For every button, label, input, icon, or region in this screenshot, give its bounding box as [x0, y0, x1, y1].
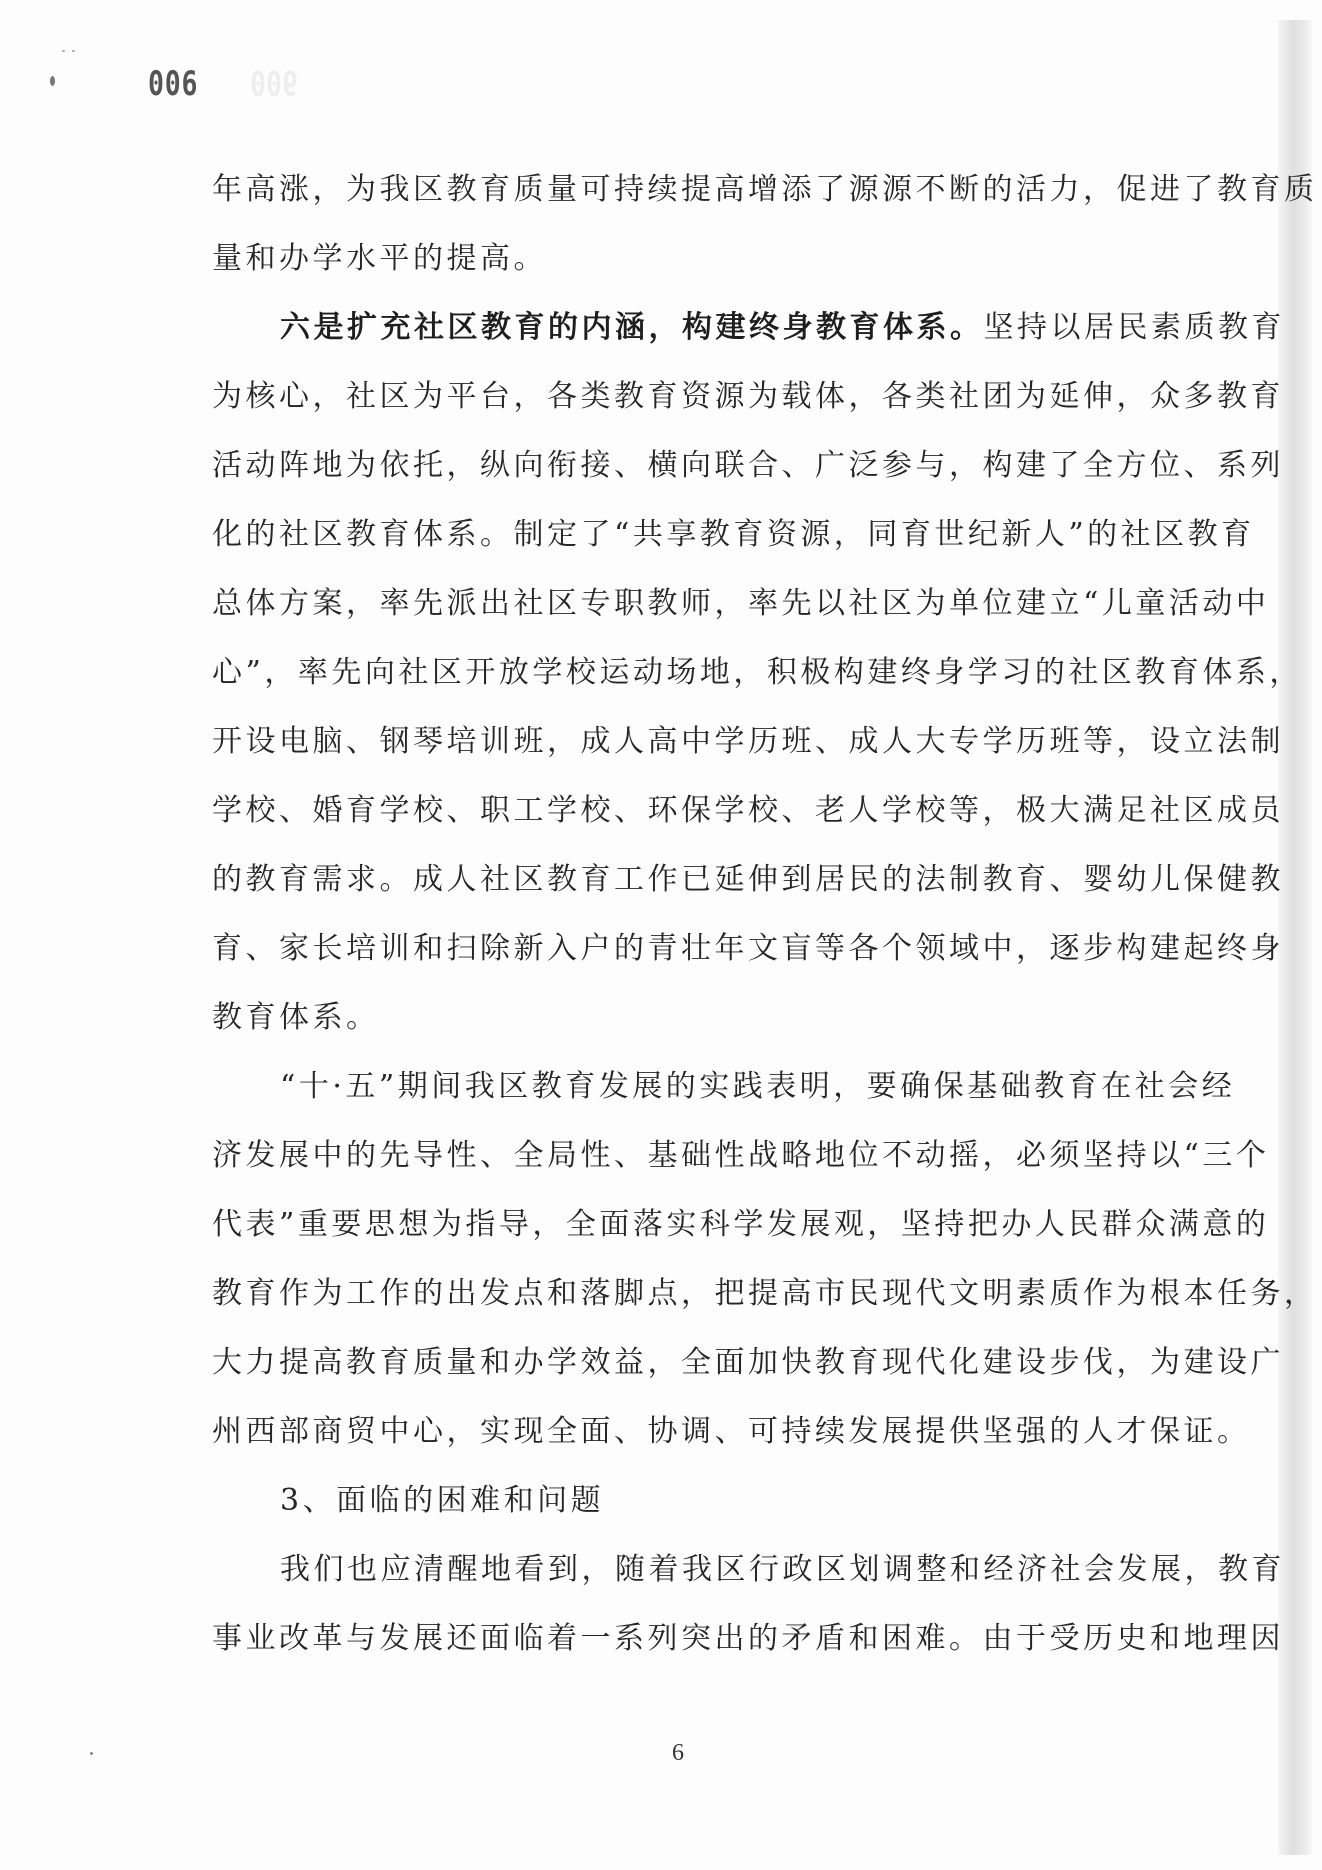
text-line: 化的社区教育体系。制定了“共享教育资源，同育世纪新人”的社区教育	[212, 517, 1255, 552]
text-line: 总体方案，率先派出社区专职教师，率先以社区为单位建立“儿童活动中	[212, 586, 1270, 621]
text-line: 活动阵地为依托，纵向衔接、横向联合、广泛参与，构建了全方位、系列	[212, 448, 1284, 483]
text-line: 教育体系。	[212, 1000, 380, 1035]
text-line: 事业改革与发展还面临着一系列突出的矛盾和困难。由于受历史和地理因	[212, 1621, 1284, 1656]
text-line: 年高涨，为我区教育质量可持续提高增添了源源不断的活力，促进了教育质	[212, 172, 1318, 207]
section-heading: 3、面临的困难和问题	[280, 1483, 605, 1518]
text-line: 的教育需求。成人社区教育工作已延伸到居民的法制教育、婴幼儿保健教	[212, 862, 1284, 897]
scan-speck	[50, 76, 55, 86]
text-line: 育、家长培训和扫除新入户的青壮年文盲等各个领域中，逐步构建起终身	[212, 931, 1284, 966]
text-line: “十·五”期间我区教育发展的实践表明，要确保基础教育在社会经	[280, 1069, 1236, 1104]
scan-speck	[72, 50, 75, 52]
text-line: 济发展中的先导性、全局性、基础性战略地位不动摇，必须坚持以“三个	[212, 1138, 1270, 1173]
paragraph-bold-lead: 六是扩充社区教育的内涵，构建终身教育体系。	[280, 310, 984, 345]
text-line: 心”，率先向社区开放学校运动场地，积极构建终身学习的社区教育体系，	[212, 655, 1303, 690]
scan-speck	[62, 50, 65, 52]
text-run: 坚持以居民素质教育	[983, 310, 1285, 345]
text-line-lead	[280, 310, 1285, 346]
text-line: 开设电脑、钢琴培训班，成人高中学历班、成人大专学历班等，设立法制	[212, 724, 1284, 759]
page-stamp-number: 006	[148, 64, 199, 104]
page-stamp-bleed: 006	[250, 62, 298, 102]
text-line: 量和办学水平的提高。	[212, 241, 547, 276]
text-line: 教育作为工作的出发点和落脚点，把提高市民现代文明素质作为根本任务，	[212, 1276, 1318, 1311]
page-number: 6	[672, 1740, 684, 1766]
text-line: 大力提高教育质量和办学效益，全面加快教育现代化建设步伐，为建设广	[212, 1345, 1284, 1380]
text-line: 代表”重要思想为指导，全面落实科学发展观，坚持把办人民群众满意的	[212, 1207, 1270, 1242]
text-line: 州西部商贸中心，实现全面、协调、可持续发展提供坚强的人才保证。	[212, 1414, 1251, 1449]
scan-speck	[90, 1752, 93, 1755]
text-line: 学校、婚育学校、职工学校、环保学校、老人学校等，极大满足社区成员	[212, 793, 1284, 828]
text-line: 我们也应清醒地看到，随着我区行政区划调整和经济社会发展，教育	[280, 1552, 1285, 1587]
text-line: 为核心，社区为平台，各类教育资源为载体，各类社团为延伸，众多教育	[212, 379, 1284, 414]
